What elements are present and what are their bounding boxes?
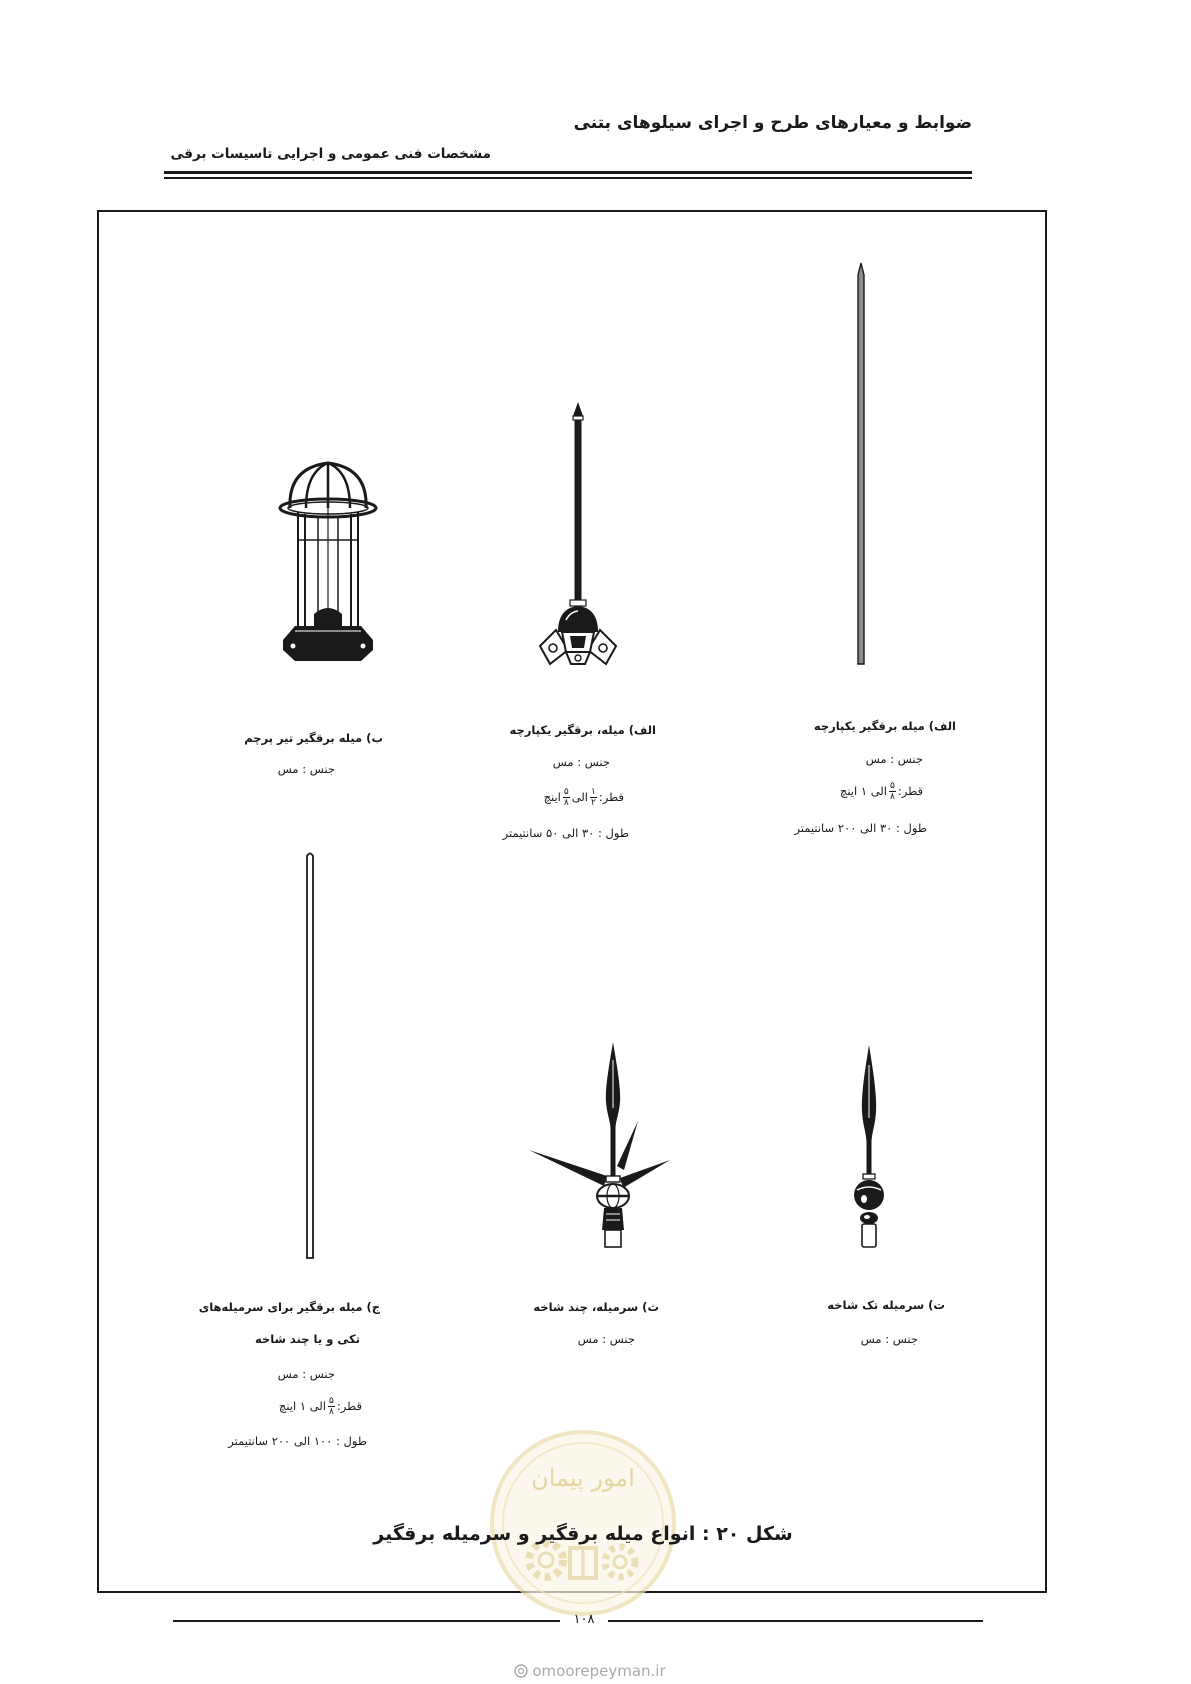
fraction-denominator: ۸ [563,798,569,808]
figure-a-short-material: جنس : مس [552,755,610,769]
diameter-to: الی [571,790,588,804]
rod-for-air-terminal-heads-drawing [307,854,313,1259]
figure-c-diameter [279,1395,362,1417]
diameter-fraction-max [563,787,570,808]
figure-a-short-length: طول : ۳۰ الی ۵۰ سانتیمتر [502,826,629,840]
fraction-numerator: ۵ [329,1396,334,1406]
diameter-label: قطر: [897,784,923,798]
figure-a-short-diameter [544,786,624,808]
figure-a-long-length: طول : ۳۰ الی ۲۰۰ سانتیمتر [794,821,927,835]
fraction-numerator: ۱ [591,787,596,797]
figure-t-material: جنس : مس [860,1332,918,1346]
figure-c-length: طول : ۱۰۰ الی ۲۰۰ سانتیمتر [228,1434,367,1448]
fraction-denominator: ۲ [591,798,596,808]
figure-th-material: جنس : مس [577,1332,635,1346]
diameter-label: قطر: [336,1399,362,1413]
figure-b-title: ب) میله برقگیر تیر پرچم [244,731,383,745]
site-watermark [460,1662,720,1680]
footer-rule-left [173,1620,560,1622]
figure-a-long-material: جنس : مس [865,752,923,766]
diameter-label: قطر: [598,790,624,804]
section-title: مشخصات فنی عمومی و اجرایی تاسیسات برقی [170,146,491,162]
diameter-fraction [328,1396,335,1417]
fraction-denominator: ۸ [890,792,895,802]
figure-a-long-title: الف) میله برقگیر یکپارچه [813,719,956,733]
site-url: omoorepeyman.ir [532,1662,666,1680]
page-number: ۱۰۸ [573,1612,595,1627]
diameter-range: الی ۱ اینچ [839,784,887,798]
short-air-terminal-rod-drawing [540,402,616,664]
single-prong-air-terminal-head-drawing [854,1045,884,1247]
logo-lettering: امور پیمان [531,1464,635,1492]
figure-a-long-diameter [840,780,923,802]
document-title: ضوابط و معیارهای طرح و اجرای سیلوهای بتنی [573,113,972,133]
diameter-fraction [889,781,896,802]
figure-c-title-line-1: ج) میله برقگیر برای سرمیله‌های [198,1300,380,1314]
diameter-range: الی ۱ اینچ [278,1399,326,1413]
fraction-numerator: ۵ [563,787,569,797]
footer-rule-right [608,1620,983,1622]
diameter-unit: اینچ [543,790,561,804]
multi-prong-air-terminal-head-drawing [529,1042,670,1247]
figure-c-material: جنس : مس [277,1367,335,1381]
globe-icon [514,1664,528,1678]
figure-caption: شکل ۲۰ : انواع میله برقگیر و سرمیله برقگیر [373,1523,793,1545]
fraction-numerator: ۵ [890,781,895,791]
flag-pole-air-terminal-drawing [280,463,376,661]
fraction-denominator: ۸ [329,1407,334,1417]
figure-b-material: جنس : مس [277,762,335,776]
figure-th-title: ث) سرمیله، چند شاخه [533,1300,659,1314]
figure-t-title: ت) سرمیله تک شاخه [827,1298,945,1312]
long-air-terminal-rod-drawing [858,263,864,664]
figure-a-short-title: الف) میله، برقگیر یکپارچه [509,723,656,737]
diameter-fraction-min [590,787,597,808]
figure-c-title-line-2: تکی و یا چند شاخه [255,1332,360,1346]
